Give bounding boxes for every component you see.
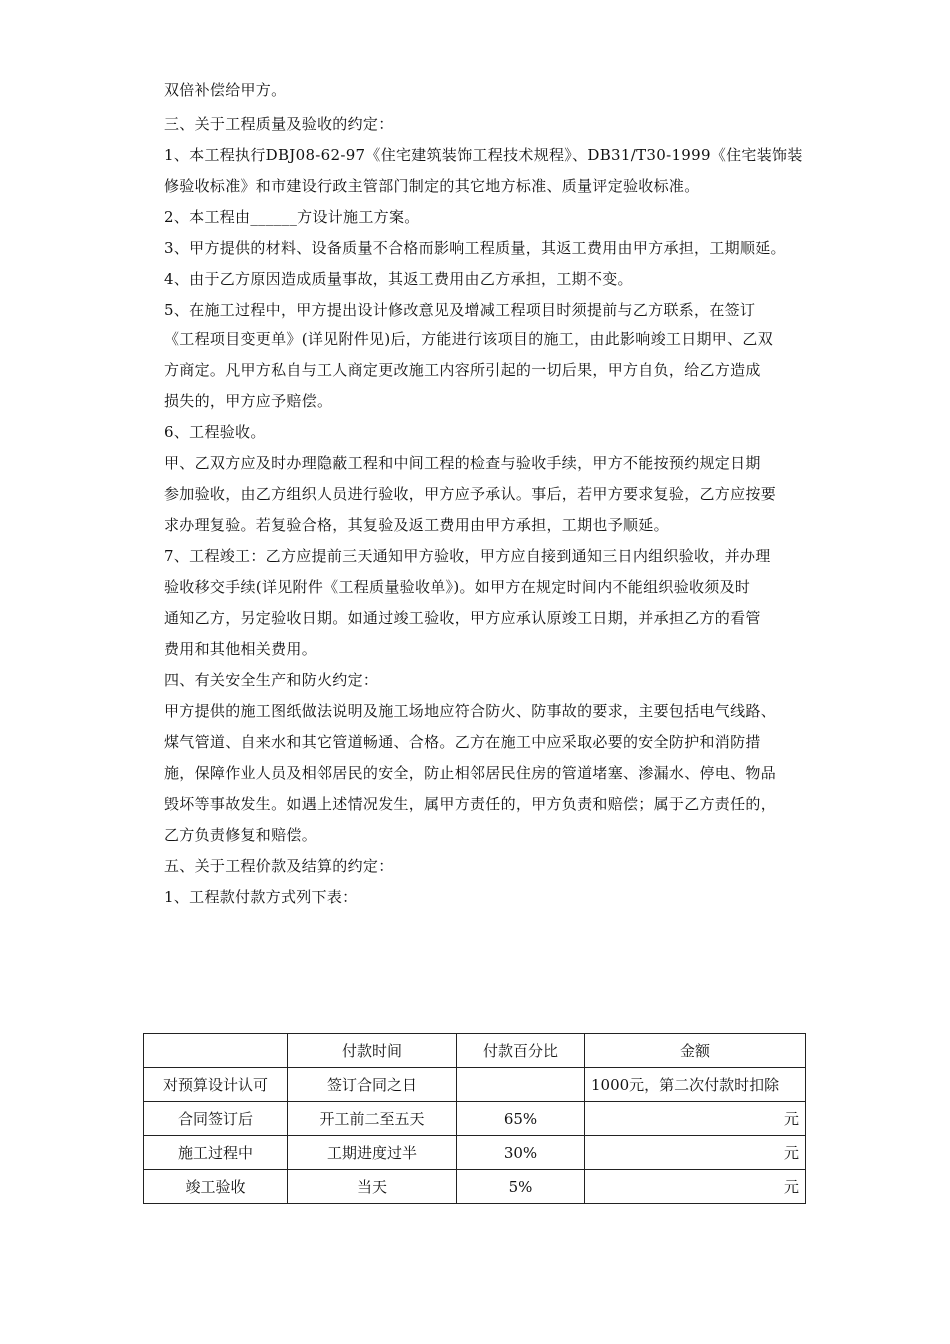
text-line: 双倍补偿给甲方。	[164, 81, 287, 99]
text-line: 毁坏等事故发生。如遇上述情况发生，属甲方责任的，甲方负责和赔偿；属于乙方责任的，	[164, 795, 777, 813]
table-row	[144, 1136, 806, 1170]
text-line: 施，保障作业人员及相邻居民的安全，防止相邻居民住房的管道堵塞、渗漏水、停电、物品	[164, 764, 777, 782]
text-line: 6、工程验收。	[164, 423, 266, 441]
text-line: 损失的，甲方应予赔偿。	[164, 392, 333, 410]
text-line: 《工程项目变更单》(详见附件见)后，方能进行该项目的施工，由此影响竣工日期甲、乙双	[164, 330, 774, 348]
text-line: 方商定。凡甲方私自与工人商定更改施工内容所引起的一切后果，甲方自负，给乙方造成	[164, 361, 761, 379]
table-header-row	[144, 1034, 806, 1068]
table-row	[144, 1170, 806, 1204]
table-cell: 元	[585, 1136, 806, 1170]
text-line: 通知乙方，另定验收日期。如通过竣工验收，甲方应承认原竣工日期，并承担乙方的看管	[164, 609, 761, 627]
text-line: 乙方负责修复和赔偿。	[164, 826, 318, 844]
section-heading: 五、关于工程价款及结算的约定：	[164, 857, 394, 875]
table-cell: 30%	[457, 1136, 585, 1170]
text-line: 7、工程竣工：乙方应提前三天通知甲方验收，甲方应自接到通知三日内组织验收，并办理	[164, 547, 771, 565]
text-line: 费用和其他相关费用。	[164, 640, 318, 658]
table-cell: 施工过程中	[144, 1136, 288, 1170]
text-line: 煤气管道、自来水和其它管道畅通、合格。乙方在施工中应采取必要的安全防护和消防措	[164, 733, 761, 751]
table-cell: 对预算设计认可	[144, 1068, 288, 1102]
table-cell: 竣工验收	[144, 1170, 288, 1204]
table-cell: 1000元，第二次付款时扣除	[585, 1068, 806, 1102]
text-line: 求办理复验。若复验合格，其复验及返工费用由甲方承担，工期也予顺延。	[164, 516, 669, 534]
table-cell	[457, 1068, 585, 1102]
text-line: 参加验收，由乙方组织人员进行验收，甲方应予承认。事后，若甲方要求复验，乙方应按要	[164, 485, 777, 503]
table-cell: 签订合同之日	[288, 1068, 457, 1102]
table-row	[144, 1102, 806, 1136]
table-cell: 5%	[457, 1170, 585, 1204]
table-header-cell: 金额	[585, 1034, 806, 1068]
table-header-cell: 付款百分比	[457, 1034, 585, 1068]
text-line: 修验收标准》和市建设行政主管部门制定的其它地方标准、质量评定验收标准。	[164, 177, 700, 195]
text-line: 2、本工程由______方设计施工方案。	[164, 208, 420, 226]
table-cell: 65%	[457, 1102, 585, 1136]
table-header-cell: 付款时间	[288, 1034, 457, 1068]
table-cell: 工期进度过半	[288, 1136, 457, 1170]
text-line: 1、本工程执行DBJ08-62-97《住宅建筑装饰工程技术规程》、DB31/T30-1999《住宅装饰装	[164, 146, 803, 164]
table-row	[144, 1068, 806, 1102]
text-line: 甲方提供的施工图纸做法说明及施工场地应符合防火、防事故的要求，主要包括电气线路、	[164, 702, 777, 720]
text-line: 3、甲方提供的材料、设备质量不合格而影响工程质量，其返工费用由甲方承担，工期顺延。	[164, 239, 786, 257]
table-cell: 元	[585, 1170, 806, 1204]
text-line: 甲、乙双方应及时办理隐蔽工程和中间工程的检查与验收手续，甲方不能按预约规定日期	[164, 454, 761, 472]
text-line: 验收移交手续(详见附件《工程质量验收单》)。如甲方在规定时间内不能组织验收须及时	[164, 578, 751, 596]
text-line: 4、由于乙方原因造成质量事故，其返工费用由乙方承担，工期不变。	[164, 270, 633, 288]
table-cell: 开工前二至五天	[288, 1102, 457, 1136]
table-cell: 合同签订后	[144, 1102, 288, 1136]
table-cell: 当天	[288, 1170, 457, 1204]
payment-table	[143, 1033, 806, 1204]
section-heading: 三、关于工程质量及验收的约定：	[164, 115, 394, 133]
table-header-cell	[144, 1034, 288, 1068]
table-cell: 元	[585, 1102, 806, 1136]
text-line: 5、在施工过程中，甲方提出设计修改意见及增减工程项目时须提前与乙方联系，在签订	[164, 301, 756, 319]
section-heading: 四、有关安全生产和防火约定：	[164, 671, 379, 689]
text-line: 1、工程款付款方式列下表：	[164, 888, 358, 906]
